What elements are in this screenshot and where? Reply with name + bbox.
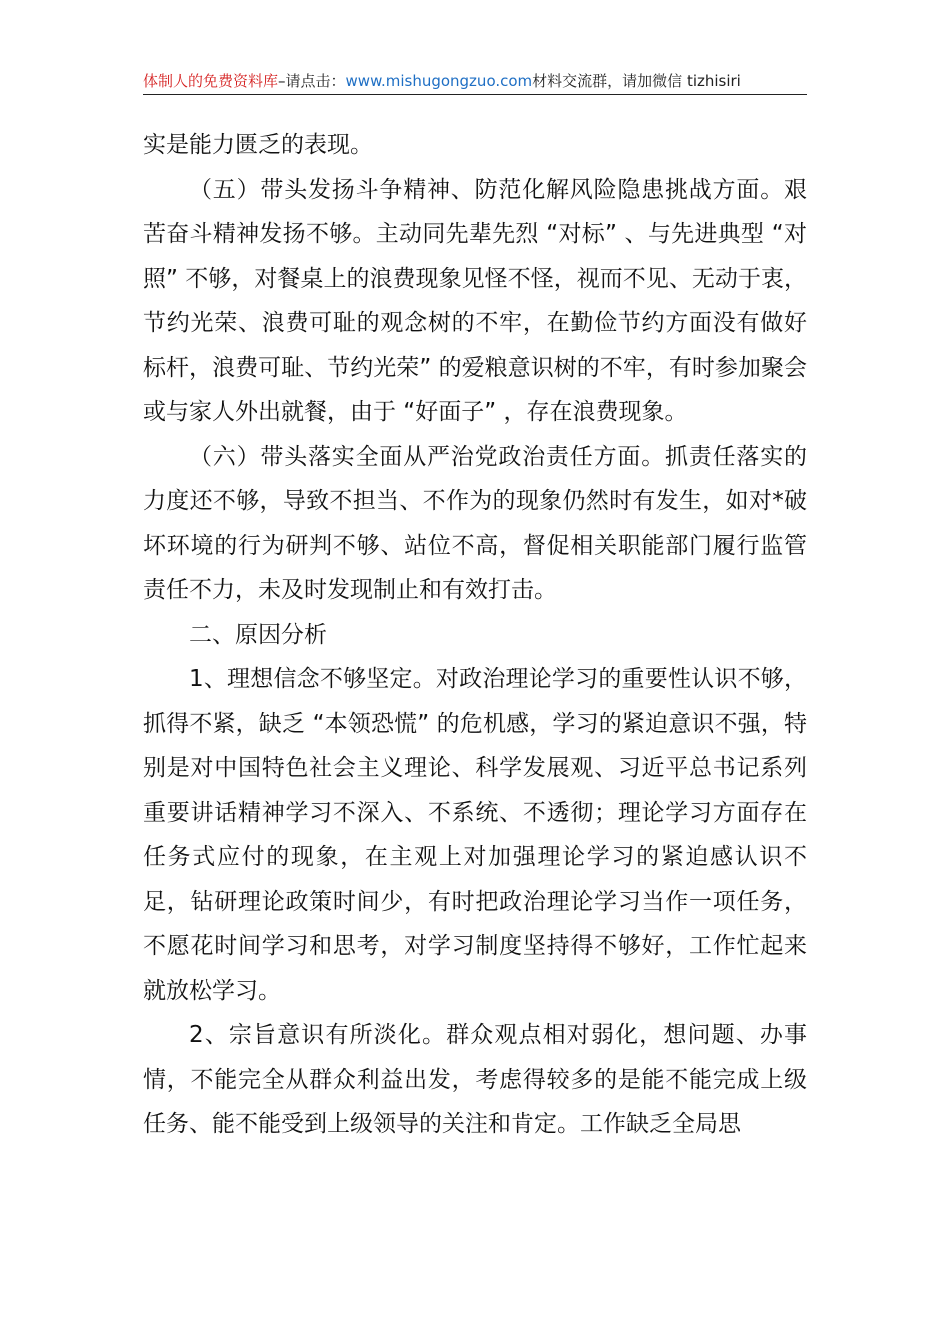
header-prompt: –请点击： (278, 72, 346, 90)
document-body (143, 123, 807, 1147)
header-site-name: 体制人的免费资料库 (143, 72, 279, 90)
header-url-link[interactable]: www.mishugongzuo.com (345, 72, 533, 90)
paragraph-continuation: 实是能力匮乏的表现。 (143, 132, 373, 158)
page-header (143, 68, 807, 95)
paragraph-cause-2: 2、宗旨意识有所淡化。群众观点相对弱化，想问题、办事情，不能完全从群众利益出发，考虑得较多的是能不能完成上级任务、能不能受到上级领导的关注和肯定。工作缺乏全局思 (143, 1022, 807, 1137)
paragraph-section-5: （五）带头发扬斗争精神、防范化解风险隐患挑战方面。艰苦奋斗精神发扬不够。主动同先辈先烈 “对标” 、与先进典型 “对照” 不够，对餐桌上的浪费现象见怪不怪，视而不见、无动于衷，节约光荣、浪费可耻的观念树的不牢，在勤俭节约方面没有做好标杆，浪费可耻、节约光荣” 的爱粮意识树的不牢，有时参加聚会或与家人外出就餐，由于 “好面子” ，存在浪费现象。 (143, 176, 807, 425)
paragraph-cause-1: 1、理想信念不够坚定。对政治理论学习的重要性认识不够，抓得不紧，缺乏 “本领恐慌” 的危机感，学习的紧迫意识不强，特别是对中国特色社会主义理论、科学发展观、习近平总书记系列重要讲话精神学习不深入、不系统、不透彻；理论学习方面存在任务式应付的现象，在主观上对加强理论学习的紧迫感认识不足，钻研理论政策时间少，有时把政治理论学习当作一项任务，不愿花时间学习和思考，对学习制度坚持得不够好，工作忙起来就放松学习。 (143, 666, 807, 1004)
heading-cause-analysis: 二、原因分析 (189, 621, 327, 648)
header-contact: 材料交流群，请加微信 tizhisiri (532, 72, 741, 90)
paragraph-section-6: （六）带头落实全面从严治党政治责任方面。抓责任落实的力度还不够，导致不担当、不作为的现象仍然时有发生，如对*破坏环境的行为研判不够、站位不高，督促相关职能部门履行监管责任不力，未及时发现制止和有效打击。 (143, 443, 807, 603)
